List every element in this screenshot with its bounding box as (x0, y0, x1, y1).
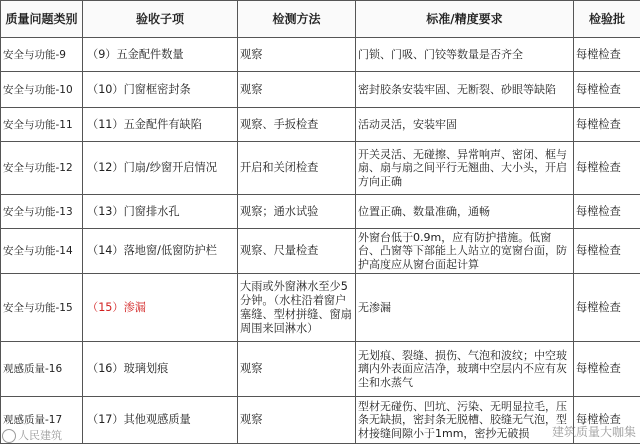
cell-category: 安全与功能-15 (1, 274, 83, 342)
cell-category: 安全与功能-11 (1, 108, 83, 142)
cell-standard: 型材无碰伤、凹坑、污染、无明显拉毛，压条无缺损，密封条无脱槽、胶缝无气泡，型材接缝间隙小于1mm，密抄无破损 (356, 397, 574, 444)
cell-standard: 门锁、门吸、门铰等数量是否齐全 (356, 38, 574, 72)
table-row (1, 72, 640, 108)
cell-item: （16）玻璃划痕 (83, 342, 238, 397)
cell-standard: 外窗台低于0.9m，应有防护措施。低窗台、凸窗等下部能上人站立的宽窗台面，防护高度应从窗台面起计算 (356, 229, 574, 274)
cell-batch: 每樘检查 (574, 108, 640, 142)
table-row (1, 274, 640, 342)
watermark-right (552, 423, 636, 440)
cell-item: （13）门窗排水孔 (83, 195, 238, 229)
cell-category: 观感质量-16 (1, 342, 83, 397)
watermark-logo-icon (2, 429, 16, 443)
header-method: 检测方法 (238, 1, 356, 38)
table-row (1, 108, 640, 142)
cell-item: （11）五金配件有缺陷 (83, 108, 238, 142)
cell-method: 开启和关闭检查 (238, 142, 356, 195)
cell-standard: 活动灵活，安装牢固 (356, 108, 574, 142)
cell-method: 大雨或外窗淋水至少5分钟。（水柱沿着窗户塞缝、型材拼缝、窗扇周围来回淋水） (238, 274, 356, 342)
header-item: 验收子项 (83, 1, 238, 38)
cell-method: 观察 (238, 72, 356, 108)
cell-batch: 每樘检查 (574, 274, 640, 342)
cell-method: 观察 (238, 342, 356, 397)
cell-batch: 每樘检查 (574, 72, 640, 108)
cell-method: 观察、尺量检查 (238, 229, 356, 274)
cell-item: （12）门扇/纱窗开启情况 (83, 142, 238, 195)
watermark-left-text: 人民建筑 (18, 429, 62, 442)
cell-category: 安全与功能-13 (1, 195, 83, 229)
cell-item: （10）门窗框密封条 (83, 72, 238, 108)
cell-batch: 每樘检查 (574, 229, 640, 274)
cell-batch: 每樘检查 (574, 342, 640, 397)
table-row (1, 229, 640, 274)
table-body (1, 38, 640, 444)
header-standard: 标准/精度要求 (356, 1, 574, 38)
cell-standard: 开关灵活、无碰擦、异常响声、密闭、框与扇、扇与扇之间平行无翘曲、大小头，开启方向正确 (356, 142, 574, 195)
cell-category: 安全与功能-9 (1, 38, 83, 72)
cell-category: 安全与功能-14 (1, 229, 83, 274)
cell-method: 观察 (238, 397, 356, 444)
table-row (1, 38, 640, 72)
table-row (1, 142, 640, 195)
cell-batch: 每樘检查 (574, 38, 640, 72)
cell-category: 安全与功能-10 (1, 72, 83, 108)
cell-standard: 位置正确、数量准确，通畅 (356, 195, 574, 229)
cell-standard: 无划痕、裂缝、损伤、气泡和波纹；中空玻璃内外表面应洁净，玻璃中空层内不应有灰尘和水蒸气 (356, 342, 574, 397)
cell-batch: 每樘检查 (574, 142, 640, 195)
cell-standard: 无渗漏 (356, 274, 574, 342)
table-row (1, 195, 640, 229)
table-header (1, 1, 640, 38)
cell-item-highlighted: （15）渗漏 (83, 274, 238, 342)
cell-standard: 密封胶条安装牢固、无断裂、砂眼等缺陷 (356, 72, 574, 108)
table-row (1, 342, 640, 397)
cell-item: （14）落地窗/低窗防护栏 (83, 229, 238, 274)
watermark-right-text: 建筑质量大咖集 (551, 425, 636, 439)
cell-method: 观察、手扳检查 (238, 108, 356, 142)
cell-method: 观察 (238, 38, 356, 72)
table-row (1, 397, 640, 444)
cell-category: 安全与功能-12 (1, 142, 83, 195)
header-batch: 检验批 (574, 1, 640, 38)
cell-category: 观感质量-17 (1, 397, 83, 444)
cell-batch: 每樘检查 (574, 397, 640, 444)
cell-item: （17）其他观感质量 (83, 397, 238, 444)
cell-batch: 每樘检查 (574, 195, 640, 229)
cell-item: （9）五金配件数量 (83, 38, 238, 72)
cell-method: 观察；通水试验 (238, 195, 356, 229)
watermark-left (2, 427, 62, 443)
header-category: 质量问题类别 (1, 1, 83, 38)
